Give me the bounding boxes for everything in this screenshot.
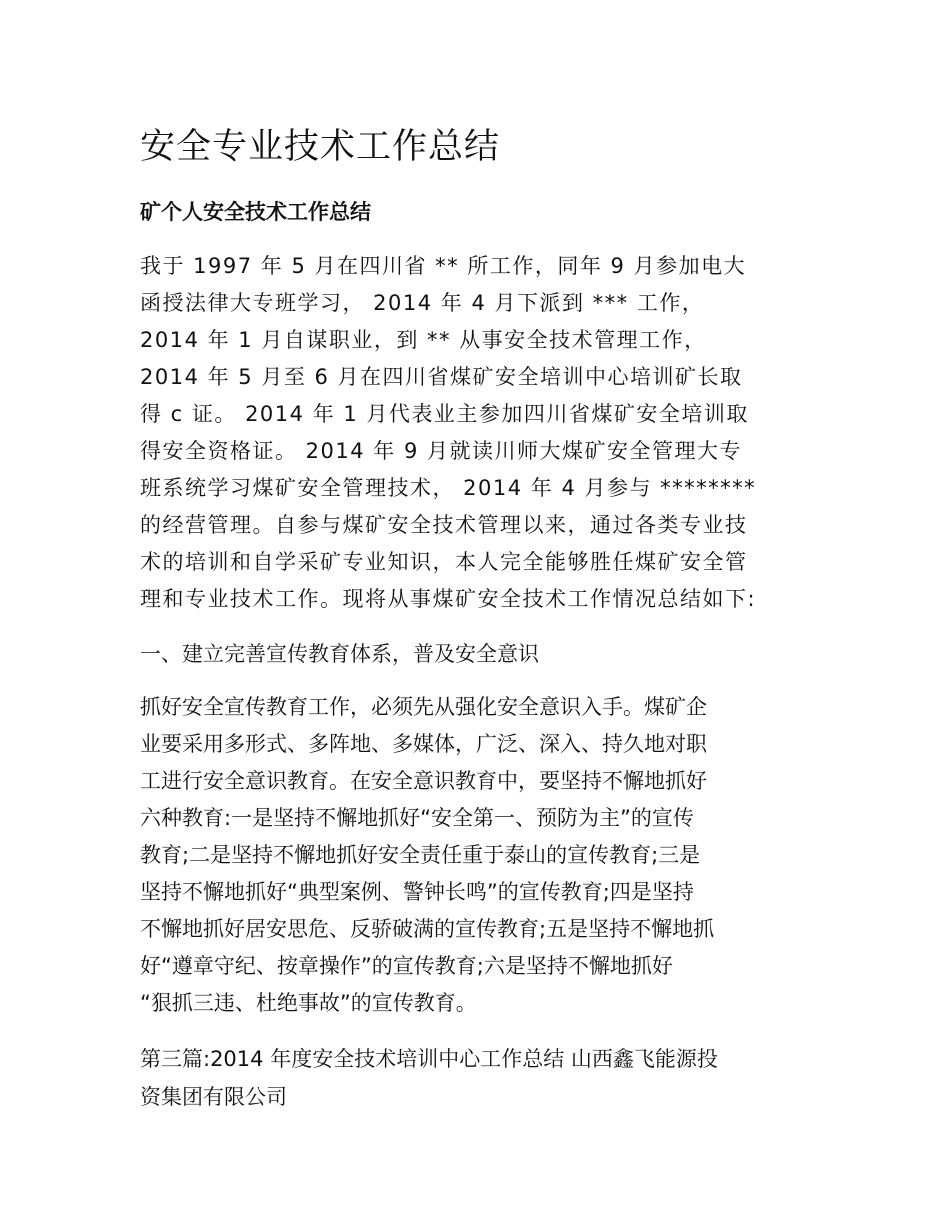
paragraph-line: 的经营管理。自参与煤矿安全技术管理以来，通过各类专业技 bbox=[140, 513, 748, 537]
paragraph-line: 抓好安全宣传教育工作，必须先从强化安全意识入手。煤矿企 bbox=[140, 695, 707, 719]
paragraph-line: 术的培训和自学采矿专业知识，本人完全能够胜任煤矿安全管 bbox=[140, 550, 748, 574]
paragraph-line: 六种教育:一是坚持不懈地抓好“安全第一、预防为主”的宣传 bbox=[140, 806, 694, 830]
paragraph-line: 坚持不懈地抓好“典型案例、警钟长鸣”的宣传教育;四是坚持 bbox=[140, 880, 694, 904]
paragraph-line: 资集团有限公司 bbox=[140, 1085, 287, 1109]
paragraph-line: 业要采用多形式、多阵地、多媒体，广泛、深入、持久地对职 bbox=[140, 732, 707, 756]
paragraph-line: 教育;二是坚持不懈地抓好安全责任重于泰山的宣传教育;三是 bbox=[140, 843, 701, 867]
paragraph-line: 第三篇:2014 年度安全技术培训中心工作总结 山西鑫飞能源投 bbox=[140, 1047, 718, 1071]
paragraph-line: “狠抓三违、杜绝事故”的宣传教育。 bbox=[140, 991, 477, 1015]
document-title: 安全专业技术工作总结 bbox=[140, 127, 501, 167]
paragraph-third-article bbox=[140, 1040, 810, 1116]
paragraph-line: 班系统学习煤矿安全管理技术， 2014 年 4 月参与 ******** bbox=[140, 476, 757, 500]
section-heading-line: 一、建立完善宣传教育体系，普及安全意识 bbox=[140, 642, 539, 666]
paragraph-line: 好“遵章守纪、按章操作”的宣传教育;六是坚持不懈地抓好 bbox=[140, 954, 673, 978]
paragraph-line: 我于 1997 年 5 月在四川省 ** 所工作，同年 9 月参加电大 bbox=[140, 254, 747, 278]
paragraph-line: 工进行安全意识教育。在安全意识教育中，要坚持不懈地抓好 bbox=[140, 769, 707, 793]
paragraph-safety-education bbox=[140, 689, 810, 1022]
paragraph-line: 理和专业技术工作。现将从事煤矿安全技术工作情况总结如下: bbox=[140, 587, 757, 611]
paragraph-line: 不懈地抓好居安思危、反骄破满的宣传教育;五是坚持不懈地抓 bbox=[140, 917, 715, 941]
paragraph-line: 得安全资格证。 2014 年 9 月就读川师大煤矿安全管理大专 bbox=[140, 439, 743, 463]
paragraph-line: 2014 年 1 月自谋职业，到 ** 从事安全技术管理工作， bbox=[140, 328, 707, 352]
paragraph-line: 函授法律大专班学习， 2014 年 4 月下派到 *** 工作， bbox=[140, 291, 705, 315]
section-heading bbox=[140, 636, 810, 673]
paragraph-line: 得 c 证。 2014 年 1 月代表业主参加四川省煤矿安全培训取 bbox=[140, 402, 749, 426]
document-subtitle: 矿个人安全技术工作总结 bbox=[140, 200, 371, 224]
paragraph-career-history bbox=[140, 248, 810, 618]
paragraph-line: 2014 年 5 月至 6 月在四川省煤矿安全培训中心培训矿长取 bbox=[140, 365, 743, 389]
